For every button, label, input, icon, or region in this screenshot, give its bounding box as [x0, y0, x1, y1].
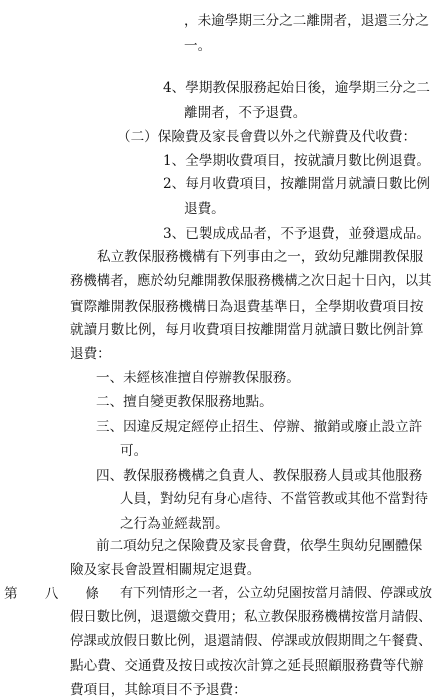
text-line: 1、全學期收費項目，按就讀月數比例退費。 — [163, 153, 430, 169]
paragraph-line: 險及家長會設置相關規定退費。 — [70, 562, 261, 578]
text-line: 3、已製成成品者，不予退費，並發還成品。 — [163, 226, 430, 242]
list-item-continuation: 之行為並經裁罰。 — [120, 516, 229, 532]
text-line: 離開者，不予退費。 — [184, 105, 307, 121]
text-line: ，未逾學期三分之二離開者，退還三分之 — [184, 13, 429, 29]
list-item: 三、因違反規定經停止招生、停辦、撤銷或廢止設立許 — [96, 419, 423, 435]
list-item-continuation: 人員，對幼兒有身心虐待、不當管教或其他不當對待 — [120, 492, 428, 507]
list-item: 一、未經核准擅自停辦教保服務。 — [96, 370, 300, 386]
article-label-char: 條 — [85, 586, 99, 602]
paragraph-line: 務機構者，應於幼兒離開教保服務機構之次日起十日內，以其 — [70, 274, 432, 289]
article-label-char: 第 — [4, 586, 18, 602]
list-item: 二、擅自變更教保服務地點。 — [96, 394, 273, 410]
text-line: 2、每月收費項目，按離開當月就讀日數比例 — [163, 176, 430, 192]
paragraph-line: 實際離開教保服務機構日為退費基準日，全學期收費項目按 — [70, 299, 424, 315]
article-text-line: 有下列情形之一者，公立幼兒園按當月請假、停課或放 — [120, 586, 433, 601]
list-item-continuation: 可。 — [120, 443, 148, 459]
section-heading: （二）保險費及家長會費以外之代辦費及代收費： — [117, 129, 417, 145]
article-text-line: 假日數比例，退還繳交費用；私立教保服務機構按當月請假、 — [70, 610, 432, 625]
paragraph-line: 前二項幼兒之保險費及家長會費，依學生與幼兒團體保 — [96, 538, 423, 554]
article-label-char: 八 — [44, 586, 59, 602]
article-label — [4, 586, 99, 602]
article-text-line: 停課或放假日數比例，退還請假、停課或放假期間之午餐費、 — [70, 634, 432, 649]
article-text-line: 點心費、交通費及按日或按次計算之延長照顧服務費等代辦 — [70, 658, 424, 674]
text-line: 退費。 — [184, 201, 225, 217]
text-line: 4、學期教保服務起始日後，逾學期三分之二 — [163, 80, 430, 96]
article-text-line: 費項目，其餘項目不予退費： — [70, 682, 247, 698]
paragraph-line: 退費： — [70, 346, 111, 362]
text-line: 一。 — [184, 38, 212, 54]
paragraph-line: 就讀月數比例，每月收費項目按離開當月就讀日數比例計算 — [70, 322, 424, 338]
list-item: 四、教保服務機構之負責人、教保服務人員或其他服務 — [96, 468, 423, 484]
paragraph-line: 私立教保服務機構有下列事由之一，致幼兒離開教保服 — [97, 249, 424, 265]
